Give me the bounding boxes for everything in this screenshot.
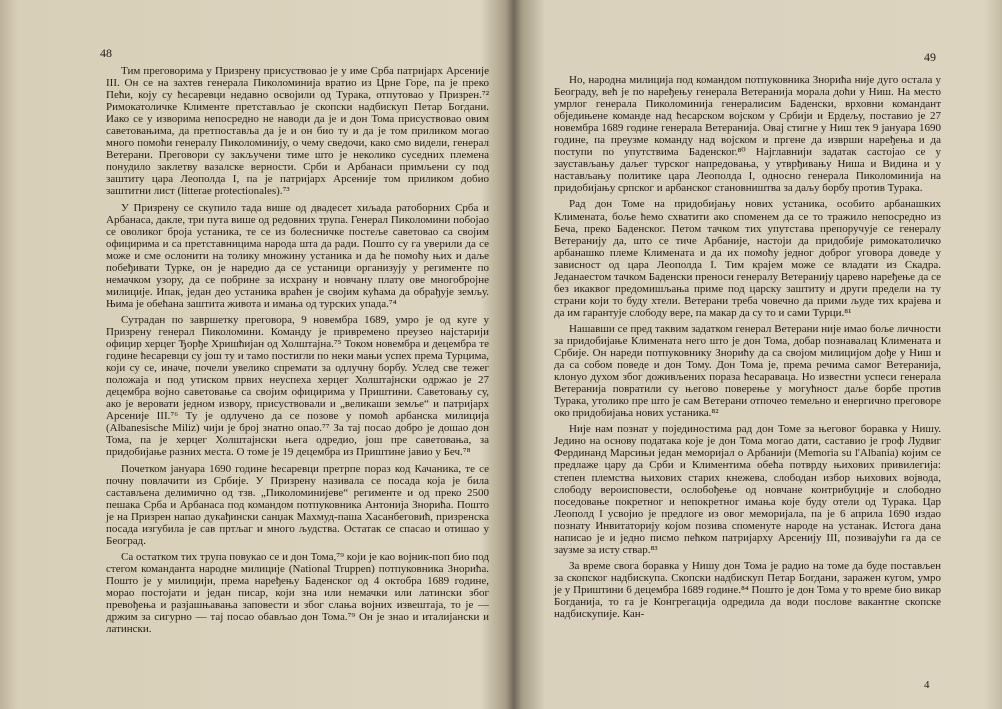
right-page: [524, 0, 992, 709]
paragraph: Сутрадан по завршетку преговора, 9 новембра 1689, умро је од куге у Призрену генерал Пиколомини. Команду је привремено преузео најстарији официр херцег Ђорђе Хришћијан од Холштајна.⁷⁵ Током новембра и децембра те године ћесаревци су још ту и тамо постигли по неки мањи успех према Турцима, који су се, иначе, почели увелико спремати за одлучну борбу. Услед све тежег положаја и под утиском првих неуспеха херцег Холштајнски одржао је 27 децембра војно саветовање са својим официрима у Приштини. Саветовању су, ако је веровати једном извору, присуствовали и „великаши земље“ и патријарх Арсеније III.⁷⁶ Ту је одлучено да се позове у помоћ арбанска милиција (Albanesische Miliz) чији је број знатно опао.⁷⁷ За тај посао добро је дошао дон Тома, па је херцег Холштајнски њега одредио, још пре саветовања, за придобијање разних места. О томе је 19 децембра из Приштине јавио у Беч.⁷⁸: [106, 313, 489, 459]
left-page-text: [106, 65, 489, 639]
paragraph: У Призрену се скупило тада више од двадесет хиљада ратоборних Срба и Арбанаса, дакле, три пута више од редовних трупа. Генерал Пиколомини побојао се оволиког броја устаника, те се из болесничке постеље саветовао са својим официрима и са претставницима народа шта да ради. Пошто су га уверили да се може и сме ослонити на толику множину устаника и да ће помоћу њих и даље побеђивати Турке, он је наредио да се устаници организују у регименте по немачком узору, да се побрине за исхрану и новчану плату ове многобројне милиције. Ипак, један део устаника враћен је својим кућама да обрађује земљу. Њима је обећана заштита живота и имања од турских упада.⁷⁴: [106, 201, 489, 310]
paragraph: Рад дон Томе на придобијању нових устаника, особито арбанашких Климената, боље ћемо схватити ако споменем да се то тражило непосредно из Беча, преко Баденског. Петом тачком тих упутстава препоручује се генералу Ветеранију да, што се тиче Арбаније, настоји да придобије римокатоличко арбанашко племе Климената и да их помоћу једног доброг уговора доведе у зависност од цара Леополда I. Тим крајем може се владати из Скадра. Једанаестом тачком Баденски преноси генералу Ветеранију царево наређење да се без икаквог предомишљања приме под царску заштиту и други предели на ту страни који то буду хтели. Ветерани треба човечно да прими људе тих крајева и да им гарантује слободу вере, па макар да су то и сами Турци.⁸¹: [554, 198, 941, 319]
paragraph: Почетком јануара 1690 године ћесаревци претрпе пораз код Качаника, те се почну повлачити из Србије. У Призрену називала се посада која је била састављена делимично од тзв. „Пиколоминијеве“ регименте и од преко 2500 пешака Срба и Арбанаса под командом потпуковника Антонија Знорића. Пошто је на Призрен напао дукађински санџак Махмуд-паша Хасанбеговић, призренска посада изгубила је сав пртљаг и много људства. Остатак се спасао и отишао у Београд.: [106, 462, 489, 547]
right-page-text: [554, 74, 941, 624]
paragraph: Тим преговорима у Призрену присуствовао је у име Срба патријарх Арсеније III. Он се на захтев генерала Пиколоминија вратио из Црне Горе, па је преко Пећи, коју су ћесаревци недавно освојили од Турака, отпутовао у Призрен.⁷² Римокатоличке Клименте претстављао је скопски надбискуп Петар Богдани. Иако се у изворима непосредно не наводи да је и дон Тома присуствовао овим саветовањима, да претпоставља да је и он био ту и да је том приликом могао много помоћи генералу Пиколоминију, о чему сведочи, како смо видели, генерал Ветерани. Преговори су закључени тиме што је неколико суседних племена понудило заклетву вазалске верности. Срби и Арбанаси примљени су под заштиту цара Леополда I, па је патријарх Арсеније том приликом добио заштитни лист (litterae protectionales).⁷³: [106, 65, 489, 198]
paragraph: Нашавши се пред таквим задатком генерал Ветерани није имао боље личности за придобијање Климената него што је дон Тома, добар познавалац Климената и Србије. Он нареди потпуковнику Знорићу да са својом милицијом дође у Ниш и да са собом поведе и дон Тому. Дон Тома је, према речима самог Ветеранија, клонуо духом због доживљених пораза ћесараваца. Но известни успеси генерала Ветеранија повратили су његово поверење у могућност даље борбе против Турака, утолико пре што је сам Ветерани отпочео темељно и енергично преговоре око придобијања нових устаника.⁸²: [554, 322, 941, 420]
signature-mark: 4: [924, 679, 930, 691]
page-number-left: 48: [100, 46, 112, 60]
paragraph: Са остатком тих трупа повукао се и дон Тома,⁷⁹ који је као војник-поп био под стегом команданта народне милиције (National Truppen) потпуковника Знорића. Пошто је у милицији, према наређењу Баденског од 4 октобра 1689 године, морао постојати и један писар, који зна или немачки или латински због превођења и разјашњавања заповести и због слања војних извештаја, то је — држим за сигурно — тај посао обављао дон Тома.⁷⁹ Он је знао и италијански и латински.: [106, 550, 489, 636]
paragraph: Но, народна милиција под командом потпуковника Знорића није дуго остала у Београду, већ је по наређењу генерала Ветеранија морала доћи у Ниш. На место умрлог генерала Пиколоминија генералисим Баденски, врховни командант обједињене команде над ћесарском војском у Србији и Ердељу, поставио је 27 новембра 1689 године генерала Ветеранија. Овај стигне у Ниш тек 9 јануара 1690 године, па преузме команду над војском и пргене да изврши наређења и да поступи по упутствима Баденског.⁸⁰ Најглавнији задатак састојао се у заустављању даљег турског напредовања, у утврђивању Ниша и Видина и у настављању политике цара Леополда I, односно генерала Пиколоминија на придобијању српског и арбанског становништва за даљу борбу против Турака.: [554, 74, 941, 195]
paragraph: За време свога боравка у Нишу дон Тома је радио на томе да буде постављен за скопског надбискупа. Скопски надбискуп Петар Богдани, заражен кугом, умро је у Приштини 6 децембра 1689 године.⁸⁴ Пошто је дон Тома у то време био викар Богданија, то га је Конгрегација одредила да води послове вакантне скопске надбискупије. Кан-: [554, 559, 941, 621]
paragraph: Није нам познат у појединостима рад дон Томе за његовог боравка у Нишу. Једино на основу података које је дон Тома могао дати, саставио је гроф Лудвиг Фердинанд Марсињи један меморијал о Арбанији (Memoria su l'Albania) којим се предлаже цару да Срби и Климентима обећа потврду њихових привилегија: степен племства њихових старих кнежева, слободан избор њихових војвода, слободу вероисповести, ослобођење од новчане контрибуције и слободно поседовање покретног и непокретног имања које буду отели од Турака. Цар Леополд I усвојио је предлоге из овог меморијала, па је 6 априла 1690 издао познату Инвитаторију којом позива споменуте народе на устанак. Истога дана написао је и једно писмо пећком патријарху Арсенију III, позивајући га да се заузме за исту ствар.⁸³: [554, 423, 941, 556]
page-number-right: 49: [924, 50, 936, 64]
left-page: [12, 0, 502, 709]
